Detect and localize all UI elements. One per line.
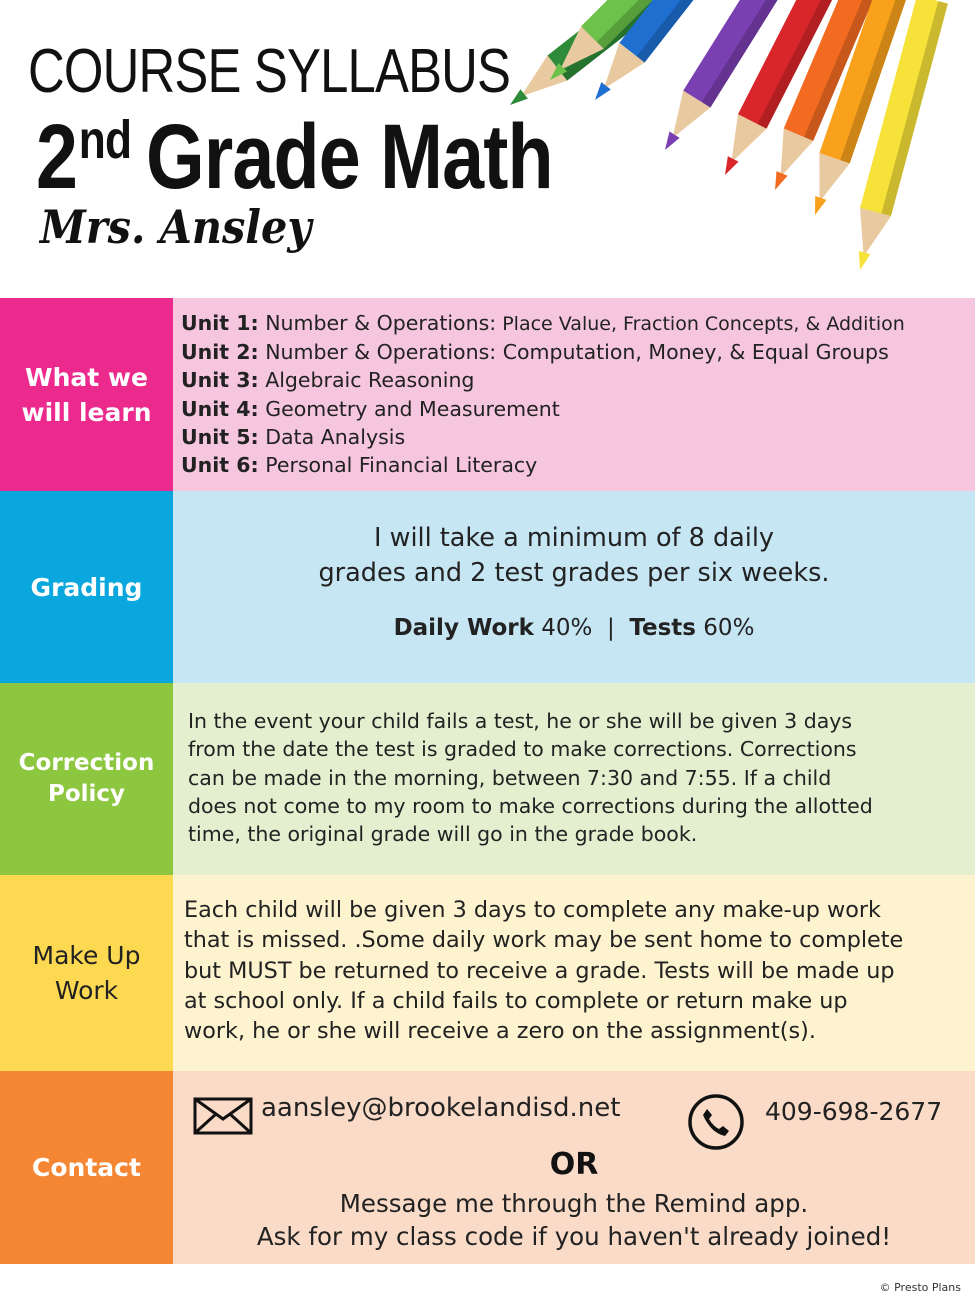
label-line: Correction — [18, 750, 155, 776]
remind-message — [173, 1187, 975, 1253]
unit-topic: Number & Operations: — [265, 311, 497, 335]
unit-topic: Data Analysis — [265, 424, 406, 449]
section-content-makeup — [173, 875, 975, 1071]
text-line: time, the original grade will go in the grade book. — [188, 822, 698, 847]
contact-methods — [173, 1093, 975, 1133]
text-line: that is missed. .Some daily work may be sent home to complete — [184, 927, 904, 954]
grade-number: 2 — [36, 106, 78, 208]
unit-topic: Geometry and Measurement — [265, 396, 560, 421]
message-line: Message me through the Remind app. — [339, 1189, 809, 1218]
section-grading — [0, 491, 975, 683]
text-line: but MUST be returned to receive a grade. Tests will be made up — [184, 957, 895, 984]
label-line: What we — [25, 362, 148, 392]
phone-icon — [687, 1093, 745, 1151]
list-item — [181, 366, 905, 394]
unit-number: Unit 2: — [181, 340, 259, 365]
envelope-icon — [193, 1097, 253, 1135]
separator: | — [607, 615, 615, 641]
label-line: will learn — [21, 397, 152, 427]
section-label-learn — [0, 298, 173, 491]
grading-line: I will take a minimum of 8 daily — [373, 523, 775, 553]
daily-work-value: 40% — [541, 615, 593, 641]
tests-value: 60% — [703, 615, 755, 641]
phone-number[interactable]: 409-698-2677 — [765, 1097, 943, 1126]
unit-topic: Personal Financial Literacy — [265, 453, 538, 478]
grade-suffix: nd — [78, 110, 132, 170]
unit-topic: Algebraic Reasoning — [265, 368, 475, 393]
grading-line: grades and 2 test grades per six weeks. — [318, 558, 830, 588]
list-item — [181, 423, 905, 451]
list-item — [181, 338, 905, 366]
unit-number: Unit 5: — [181, 424, 259, 449]
unit-detail: Place Value, Fraction Concepts, & Addition — [496, 313, 905, 335]
message-line: Ask for my class code if you haven't already joined! — [256, 1222, 892, 1251]
grading-statement — [173, 521, 975, 591]
course-subject: Grade Math — [146, 106, 553, 208]
grade-weights — [173, 615, 975, 641]
label-line: Policy — [47, 781, 126, 807]
text-line: from the date the test is graded to make corrections. Corrections — [188, 737, 857, 762]
page-title: COURSE SYLLABUS — [28, 37, 511, 106]
text-line: In the event your child fails a test, he or she will be given 3 days — [188, 709, 853, 733]
text-line: work, he or she will receive a zero on the assignment(s). — [184, 1018, 816, 1045]
text-line: does not come to my room to make corrections during the allotted — [188, 793, 873, 818]
section-content-grading — [173, 491, 975, 683]
correction-policy-text — [188, 707, 873, 848]
unit-number: Unit 6: — [181, 453, 259, 478]
section-label-contact — [0, 1071, 173, 1264]
unit-number: Unit 1: — [181, 311, 259, 335]
daily-work-label: Daily Work — [393, 615, 534, 641]
label-line: Grading — [30, 572, 143, 602]
text-line: at school only. If a child fails to complete or return make up — [184, 987, 848, 1014]
label-line: Contact — [32, 1153, 141, 1182]
label-line: Make Up — [32, 941, 141, 970]
section-content-learn — [173, 298, 975, 491]
tests-label: Tests — [629, 615, 696, 641]
section-contact — [0, 1071, 975, 1264]
list-item — [181, 395, 905, 423]
copyright-credit: © Presto Plans — [879, 1281, 961, 1294]
section-content-contact — [173, 1071, 975, 1264]
section-label-makeup — [0, 875, 173, 1071]
list-item — [181, 451, 905, 479]
unit-topic: Number & Operations: Computation, Money, & Equal Groups — [265, 340, 889, 365]
section-makeup — [0, 875, 975, 1071]
text-line: Each child will be given 3 days to complete any make-up work — [184, 897, 881, 923]
teacher-name: Mrs. Ansley — [40, 200, 312, 254]
section-label-grading — [0, 491, 173, 683]
unit-list — [181, 309, 905, 479]
email-link[interactable]: aansley@brookelandisd.net — [261, 1093, 621, 1123]
label-line: Work — [54, 976, 119, 1005]
section-label-correction — [0, 683, 173, 875]
section-learn — [0, 298, 975, 491]
list-item — [181, 309, 905, 338]
header — [0, 0, 975, 298]
colored-pencils-illustration — [420, 0, 975, 298]
unit-number: Unit 4: — [181, 396, 259, 421]
unit-number: Unit 3: — [181, 368, 259, 393]
section-content-correction — [173, 683, 975, 875]
section-correction — [0, 683, 975, 875]
text-line: can be made in the morning, between 7:30 and 7:55. If a child — [188, 765, 832, 790]
makeup-policy-text — [184, 895, 903, 1046]
or-divider: OR — [549, 1147, 599, 1182]
